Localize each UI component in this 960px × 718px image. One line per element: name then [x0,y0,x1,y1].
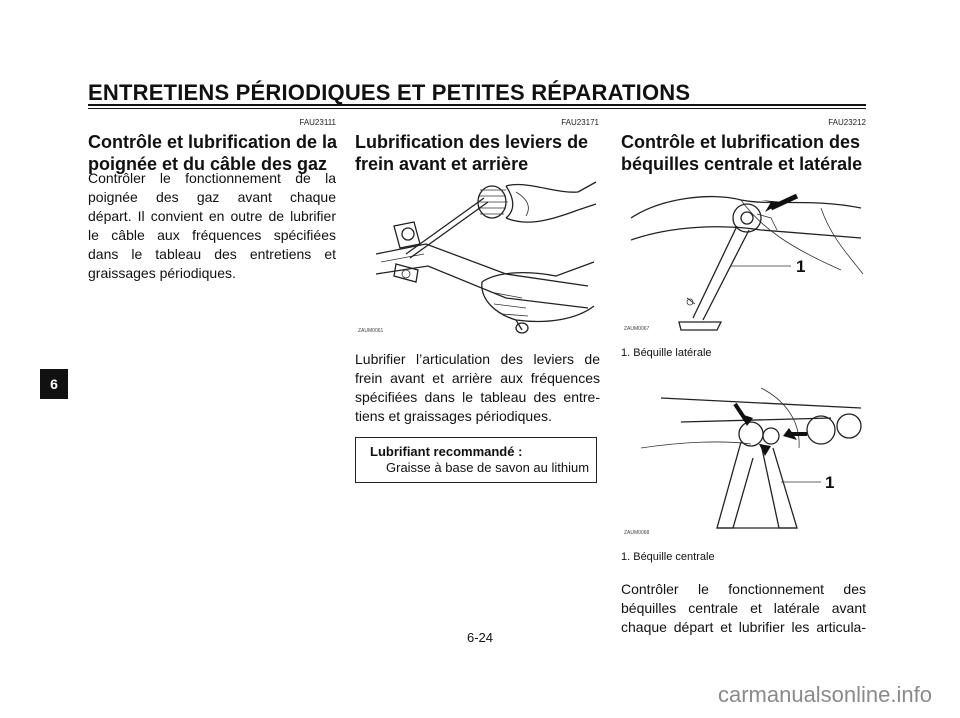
col2-code: FAU23171 [561,118,599,127]
col1-line: le câble aux fréquences spécifiées [88,227,336,243]
col1-code: FAU23111 [299,118,336,127]
side-stand-caption: 1. Béquille latérale [621,347,712,359]
col3-heading-line2: béquilles centrale et latérale [621,154,863,174]
center-stand-illustration [621,378,866,538]
page-number: 6-24 [466,630,494,645]
col3-code: FAU23212 [828,118,866,127]
col3-figure1-code: ZAUM0067 [624,326,650,332]
brake-lever-figure [356,174,600,338]
col1-line: départ. Il convient en outre de lubrifier [88,208,336,224]
col1-line: graissages périodiques. [88,265,236,281]
lubricant-value: Graisse à base de savon au lithium [386,460,590,475]
col2-paragraph [355,350,600,426]
lubricant-title: Lubrifiant recommandé : [370,444,523,459]
col2-line: Lubrifier l’articulation des leviers de [355,351,600,367]
col3-line: Contrôler le fonctionnement des [621,581,866,597]
col2-heading-line2: frein avant et arrière [355,154,529,174]
col1-heading-line1: Contrôle et lubrification de la [88,132,338,152]
col2-line: spécifiées dans le tableau des entre- [355,389,600,405]
recommended-lubricant-box [355,437,597,483]
col1-line: dans le tableau des entretiens et [88,246,336,262]
header-rule [88,104,866,109]
col2-heading [355,131,600,175]
col3-paragraph [621,580,866,637]
col3-heading-line1: Contrôle et lubrification des [621,132,861,152]
side-stand-figure [621,178,866,338]
col1-heading-line2: poignée et du câble des gaz [88,154,328,174]
col2-figure-code: ZAUM0061 [358,328,384,334]
col2-heading-line1: Lubrification des leviers de [355,132,589,152]
side-stand-illustration [621,178,866,338]
section-header-title: ENTRETIENS PÉRIODIQUES ET PETITES RÉPARATIONS [88,80,691,105]
col1-paragraph [88,169,336,283]
col3-line: béquilles centrale et latérale avant [621,600,866,616]
col3-figure2-code: ZAUM0068 [624,530,650,536]
col1-line: poignée des gaz avant chaque [88,189,336,205]
chapter-tab[interactable]: 6 [40,369,68,399]
col2-line: frein avant et arrière aux fréquences [355,370,600,386]
watermark-text: carmanualsonline.info [717,682,932,707]
center-stand-caption: 1. Béquille centrale [621,551,715,563]
col3-line: chaque départ et lubrifier les articula- [621,619,866,635]
col1-line: Contrôler le fonctionnement de la [88,170,336,186]
col2-line: tiens et graissages périodiques. [355,408,552,424]
center-stand-callout: 1 [825,473,835,492]
side-stand-callout: 1 [796,257,806,276]
brake-lever-illustration [356,174,600,338]
col3-heading [621,131,871,175]
center-stand-figure [621,378,866,538]
